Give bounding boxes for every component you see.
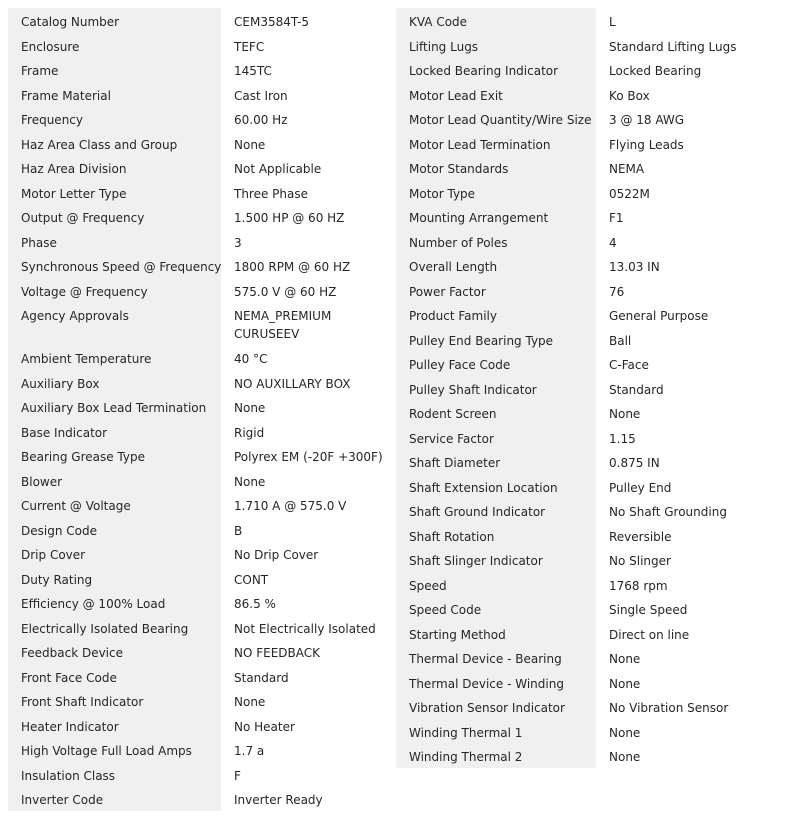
spec-row: [396, 474, 781, 499]
spec-value-line: No Vibration Sensor: [609, 701, 729, 715]
spec-row: [8, 443, 396, 468]
spec-value: [221, 492, 396, 515]
spec-value-line: 1.7 a: [234, 744, 265, 758]
spec-row: [8, 419, 396, 444]
spec-value-line: 1.710 A @ 575.0 V: [234, 499, 347, 513]
spec-value-line: None: [609, 750, 641, 764]
spec-value-line: None: [234, 401, 266, 415]
spec-label: Rodent Screen: [396, 400, 596, 425]
spec-value: [596, 204, 781, 227]
spec-label: Thermal Device - Winding: [396, 670, 596, 695]
spec-value: [221, 713, 396, 736]
spec-row: [8, 131, 396, 156]
spec-value-line: None: [234, 137, 266, 152]
spec-value: [221, 639, 396, 662]
spec-value-line: None: [609, 725, 641, 740]
spec-label: Motor Lead Exit: [396, 82, 596, 107]
spec-row: [396, 253, 781, 278]
spec-label: Lifting Lugs: [396, 33, 596, 58]
spec-row: [8, 492, 396, 517]
spec-value-line: None: [234, 474, 266, 489]
spec-label: Shaft Rotation: [396, 523, 596, 548]
spec-value: [221, 688, 396, 711]
spec-value: [221, 278, 396, 301]
spec-label: Shaft Slinger Indicator: [396, 547, 596, 572]
spec-label: Mounting Arrangement: [396, 204, 596, 229]
spec-label: Feedback Device: [8, 639, 221, 664]
spec-label: Enclosure: [8, 33, 221, 58]
spec-row: [396, 106, 781, 131]
spec-value: [221, 8, 396, 31]
spec-label: Pulley Face Code: [396, 351, 596, 376]
spec-row: [396, 719, 781, 744]
spec-row: [8, 229, 396, 254]
spec-row: [8, 394, 396, 419]
spec-value-line: Standard Lifting Lugs: [609, 39, 737, 54]
spec-value-line: General Purpose: [609, 309, 709, 323]
spec-value: [221, 541, 396, 564]
spec-label: Current @ Voltage: [8, 492, 221, 517]
spec-row: [396, 670, 781, 695]
spec-label: Heater Indicator: [8, 713, 221, 738]
spec-value-line: NO AUXILLARY BOX: [234, 376, 351, 391]
spec-value: [596, 229, 781, 252]
spec-value: [221, 762, 396, 785]
spec-row: [8, 737, 396, 762]
spec-value-line: 0522M: [609, 186, 650, 201]
spec-value-line: Cast Iron: [234, 88, 288, 103]
spec-value-line: NEMA: [609, 162, 645, 176]
spec-row: [396, 621, 781, 646]
spec-label: KVA Code: [396, 8, 596, 33]
spec-label: Agency Approvals: [8, 302, 221, 345]
spec-value-line: Locked Bearing: [609, 64, 702, 78]
spec-label: Product Family: [396, 302, 596, 327]
spec-value: [596, 278, 781, 301]
spec-value-line: 145TC: [234, 64, 272, 78]
spec-value: [596, 694, 781, 717]
spec-row: [396, 278, 781, 303]
spec-value-line: 575.0 V @ 60 HZ: [234, 284, 337, 299]
spec-label: Speed Code: [396, 596, 596, 621]
spec-value: [221, 590, 396, 613]
spec-value-line: 1800 RPM @ 60 HZ: [234, 260, 351, 274]
spec-row: [8, 639, 396, 664]
spec-value: [221, 615, 396, 638]
spec-row: [8, 370, 396, 395]
spec-row: [8, 82, 396, 107]
spec-label: Motor Type: [396, 180, 596, 205]
spec-value-line: None: [609, 676, 641, 691]
spec-value: [596, 425, 781, 448]
spec-row: [8, 762, 396, 787]
spec-row: [8, 106, 396, 131]
spec-value: [596, 719, 781, 742]
spec-value-line: None: [234, 695, 266, 709]
spec-label: Motor Letter Type: [8, 180, 221, 205]
spec-value: [596, 106, 781, 129]
spec-label: Vibration Sensor Indicator: [396, 694, 596, 719]
spec-label: Winding Thermal 1: [396, 719, 596, 744]
spec-label: Auxiliary Box: [8, 370, 221, 395]
spec-value: [596, 449, 781, 472]
spec-row: [8, 590, 396, 615]
spec-label: Voltage @ Frequency: [8, 278, 221, 303]
spec-value-line: CEM3584T-5: [234, 15, 310, 29]
spec-label: Front Face Code: [8, 664, 221, 689]
spec-value-line: Not Electrically Isolated: [234, 621, 376, 636]
spec-value: [596, 82, 781, 105]
spec-value-line: NEMA_PREMIUM: [234, 309, 332, 323]
spec-value-line: Rigid: [234, 425, 265, 440]
spec-value: [596, 670, 781, 693]
spec-value: [221, 345, 396, 368]
spec-label: Haz Area Class and Group: [8, 131, 221, 156]
spec-label: Inverter Code: [8, 786, 221, 811]
spec-row: [396, 33, 781, 58]
spec-value: [596, 474, 781, 497]
spec-row: [396, 131, 781, 156]
spec-value-line: Inverter Ready: [234, 793, 323, 807]
spec-value-line: Reversible: [609, 529, 672, 544]
spec-value: [221, 566, 396, 589]
spec-value: [221, 106, 396, 129]
spec-value-line: 1.500 HP @ 60 HZ: [234, 211, 345, 225]
spec-value-line: 1.15: [609, 431, 636, 446]
spec-column-left: [8, 8, 396, 811]
spec-value-line: 76: [609, 284, 625, 299]
spec-row: [8, 57, 396, 82]
spec-value-line: C-Face: [609, 358, 649, 372]
spec-row: [8, 345, 396, 370]
spec-row: [396, 204, 781, 229]
spec-row: [396, 180, 781, 205]
spec-row: [396, 425, 781, 450]
spec-label: Shaft Extension Location: [396, 474, 596, 499]
spec-value-line: No Shaft Grounding: [609, 505, 727, 519]
spec-row: [8, 253, 396, 278]
spec-value: [596, 621, 781, 644]
spec-label: Number of Poles: [396, 229, 596, 254]
spec-value: [596, 253, 781, 276]
spec-row: [396, 302, 781, 327]
spec-value: [596, 596, 781, 619]
spec-value-line: Polyrex EM (-20F +300F): [234, 450, 383, 464]
spec-label: Drip Cover: [8, 541, 221, 566]
spec-value-line: Single Speed: [609, 603, 688, 617]
spec-value-line: B: [234, 523, 243, 538]
spec-value: [596, 645, 781, 668]
spec-label: Shaft Ground Indicator: [396, 498, 596, 523]
spec-value: [221, 394, 396, 417]
spec-label: Efficiency @ 100% Load: [8, 590, 221, 615]
spec-value-line: 4: [609, 235, 617, 250]
spec-label: Pulley Shaft Indicator: [396, 376, 596, 401]
spec-label: Synchronous Speed @ Frequency: [8, 253, 221, 278]
spec-label: Ambient Temperature: [8, 345, 221, 370]
spec-value: [221, 468, 396, 491]
spec-value: [221, 253, 396, 276]
spec-label: Base Indicator: [8, 419, 221, 444]
spec-label: Motor Standards: [396, 155, 596, 180]
spec-value: [221, 131, 396, 154]
spec-row: [396, 400, 781, 425]
spec-row: [396, 743, 781, 768]
spec-row: [396, 572, 781, 597]
spec-label: Power Factor: [396, 278, 596, 303]
spec-row: [8, 33, 396, 58]
spec-value: [221, 370, 396, 393]
spec-value: [221, 737, 396, 760]
spec-value-line: 86.5 %: [234, 597, 276, 611]
spec-value: [596, 743, 781, 766]
spec-value-line: 3 @ 18 AWG: [609, 113, 685, 127]
spec-value: [596, 351, 781, 374]
spec-value-line: 13.03 IN: [609, 260, 660, 274]
spec-value-line: None: [609, 407, 641, 421]
spec-label: Speed: [396, 572, 596, 597]
spec-value-line: Standard: [234, 670, 289, 685]
spec-value-line: Three Phase: [234, 186, 309, 201]
spec-value: [221, 82, 396, 105]
spec-value-line: No Drip Cover: [234, 548, 319, 562]
spec-value: [596, 155, 781, 178]
spec-value-line: NO FEEDBACK: [234, 646, 321, 660]
spec-value: [221, 664, 396, 687]
spec-value-line: None: [609, 652, 641, 666]
spec-value-line: Direct on line: [609, 627, 690, 642]
spec-value-line: 40 °C: [234, 352, 268, 366]
spec-label: Haz Area Division: [8, 155, 221, 180]
spec-row: [396, 645, 781, 670]
spec-label: Motor Lead Termination: [396, 131, 596, 156]
spec-label: Design Code: [8, 517, 221, 542]
spec-row: [396, 327, 781, 352]
spec-value: [596, 180, 781, 203]
spec-value: [596, 8, 781, 31]
spec-row: [396, 155, 781, 180]
spec-value-line: 0.875 IN: [609, 456, 660, 470]
spec-value: [596, 57, 781, 80]
spec-row: [8, 786, 396, 811]
spec-value: [221, 57, 396, 80]
spec-value: [221, 302, 396, 343]
spec-label: Thermal Device - Bearing: [396, 645, 596, 670]
spec-value: [596, 376, 781, 399]
spec-row: [396, 449, 781, 474]
spec-row: [396, 82, 781, 107]
spec-value-line: CONT: [234, 572, 269, 587]
spec-value: [596, 33, 781, 56]
spec-label: Frame: [8, 57, 221, 82]
spec-row: [8, 278, 396, 303]
spec-value: [596, 572, 781, 595]
spec-row: [396, 351, 781, 376]
spec-label: Bearing Grease Type: [8, 443, 221, 468]
spec-label: Blower: [8, 468, 221, 493]
spec-value: [221, 229, 396, 252]
spec-row: [8, 713, 396, 738]
spec-row: [8, 302, 396, 345]
spec-value: [221, 419, 396, 442]
spec-label: Overall Length: [396, 253, 596, 278]
spec-label: Pulley End Bearing Type: [396, 327, 596, 352]
spec-value-line: Standard: [609, 382, 664, 397]
spec-label: Catalog Number: [8, 8, 221, 33]
spec-value-line: Ball: [609, 333, 632, 348]
spec-value-line: F: [234, 768, 241, 783]
spec-label: Frame Material: [8, 82, 221, 107]
spec-value: [596, 131, 781, 154]
spec-row: [8, 688, 396, 713]
spec-row: [396, 229, 781, 254]
spec-column-right: [396, 8, 781, 768]
spec-label: Service Factor: [396, 425, 596, 450]
spec-value-line: Not Applicable: [234, 162, 322, 176]
spec-row: [8, 517, 396, 542]
spec-value-line: TEFC: [234, 39, 265, 54]
spec-row: [8, 566, 396, 591]
spec-value: [221, 155, 396, 178]
spec-row: [396, 8, 781, 33]
spec-value: [221, 786, 396, 809]
spec-value: [221, 180, 396, 203]
spec-row: [8, 468, 396, 493]
spec-value: [221, 517, 396, 540]
spec-value: [596, 327, 781, 350]
spec-label: Electrically Isolated Bearing: [8, 615, 221, 640]
spec-label: Phase: [8, 229, 221, 254]
spec-value: [596, 302, 781, 325]
spec-label: High Voltage Full Load Amps: [8, 737, 221, 762]
spec-label: Output @ Frequency: [8, 204, 221, 229]
spec-row: [396, 498, 781, 523]
spec-value-line: 3: [234, 235, 242, 250]
spec-label: Starting Method: [396, 621, 596, 646]
spec-value: [596, 400, 781, 423]
spec-label: Auxiliary Box Lead Termination: [8, 394, 221, 419]
spec-label: Winding Thermal 2: [396, 743, 596, 768]
spec-value-line: 1768 rpm: [609, 578, 668, 593]
spec-row: [8, 8, 396, 33]
spec-row: [396, 596, 781, 621]
spec-row: [8, 155, 396, 180]
spec-row: [8, 541, 396, 566]
spec-row: [396, 547, 781, 572]
spec-value-line: No Slinger: [609, 554, 671, 568]
spec-label: Frequency: [8, 106, 221, 131]
spec-value: [221, 204, 396, 227]
spec-value: [596, 523, 781, 546]
spec-value-line: Pulley End: [609, 480, 672, 495]
spec-row: [396, 57, 781, 82]
spec-row: [8, 615, 396, 640]
spec-label: Motor Lead Quantity/Wire Size: [396, 106, 596, 131]
spec-value: [221, 33, 396, 56]
spec-row: [8, 664, 396, 689]
spec-value-line: Flying Leads: [609, 137, 684, 152]
spec-row: [396, 694, 781, 719]
spec-value-line: CURUSEEV: [234, 327, 300, 341]
spec-value: [596, 498, 781, 521]
spec-row: [8, 180, 396, 205]
spec-label: Front Shaft Indicator: [8, 688, 221, 713]
spec-row: [8, 204, 396, 229]
spec-row: [396, 376, 781, 401]
spec-label: Shaft Diameter: [396, 449, 596, 474]
spec-label: Locked Bearing Indicator: [396, 57, 596, 82]
spec-label: Duty Rating: [8, 566, 221, 591]
spec-row: [396, 523, 781, 548]
spec-value-line: 60.00 Hz: [234, 113, 288, 127]
spec-value-line: Ko Box: [609, 88, 650, 103]
spec-value: [596, 547, 781, 570]
spec-value-line: L: [609, 15, 616, 29]
spec-value-line: No Heater: [234, 719, 295, 734]
spec-label: Insulation Class: [8, 762, 221, 787]
spec-value-line: F1: [609, 211, 624, 225]
spec-value: [221, 443, 396, 466]
